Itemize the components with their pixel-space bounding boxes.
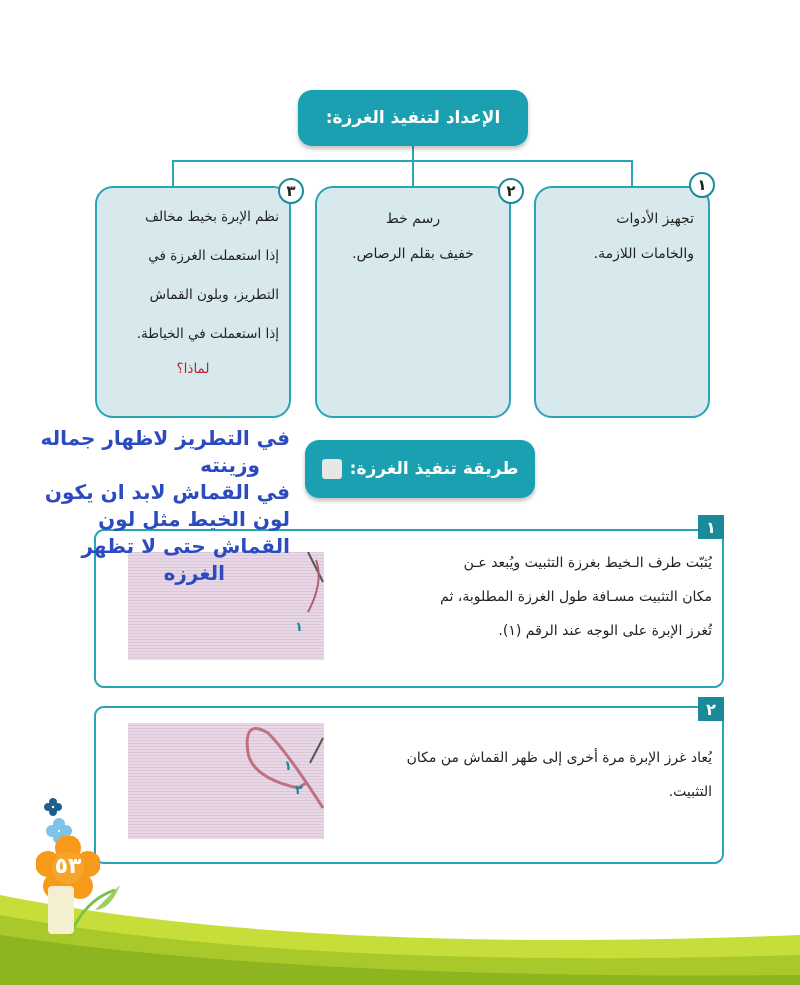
step-1-line-3: تُغرز الإبرة على الوجه عند الرقم (١). <box>498 623 712 639</box>
prep-card-1-line-1: تجهيز الأدوات <box>616 211 694 227</box>
step-1-line-2: مكان التثبيت مسـافة طول الغرزة المطلوبة، ثم <box>440 589 712 605</box>
step-2-image-label-1: ١ <box>284 759 292 774</box>
prep-title <box>298 90 528 146</box>
step-2-line-1: يُعاد غرز الإبرة مرة أخرى إلى ظهر القماش من مكان <box>406 750 712 766</box>
prep-card-3 <box>95 186 291 418</box>
step-1-line-1: يُثبّت طرف الـخيط بغرزة التثبيت ويُبعد عـن <box>463 555 712 571</box>
handwritten-answer <box>28 425 290 587</box>
prep-card-1-line-2: والخامات اللازمة. <box>593 246 694 262</box>
cup-decoration <box>48 886 74 934</box>
checkbox-icon <box>322 459 342 479</box>
answer-line-6: الغرزه <box>163 561 225 585</box>
prep-card-3-line-2: إذا استعملت الغرزة في <box>148 248 279 264</box>
step-2-number: ٢ <box>698 697 724 721</box>
method-title <box>305 440 535 498</box>
answer-line-4: لون الخيط مثل لون <box>98 507 290 531</box>
step-1-image-label-1: ١ <box>295 620 303 635</box>
prep-card-3-line-4: إذا استعملت في الخياطة. <box>136 326 279 342</box>
prep-card-2 <box>315 186 511 418</box>
prep-card-2-line-2: خفيف بقلم الرصاص. <box>352 246 474 262</box>
answer-line-5: القماش حتى لا تظهر <box>81 534 290 558</box>
prep-card-3-line-3: التطريز، وبلون القماش <box>149 287 279 303</box>
answer-line-2: وزينته <box>200 453 260 477</box>
connector-horizontal <box>172 160 632 162</box>
prep-card-1 <box>534 186 710 418</box>
small-flower-icon <box>43 797 63 817</box>
prep-card-2-line-1: رسم خط <box>385 211 441 227</box>
connector-vertical-center <box>412 145 414 161</box>
step-1-number: ١ <box>698 515 724 539</box>
connector-vertical-middle <box>412 160 414 188</box>
method-title-text: طريقة تنفيذ الغرزة: <box>349 459 519 479</box>
prep-card-3-line-1: نظم الإبرة بخيط مخالف <box>145 209 279 225</box>
page-number: ٥٣ <box>54 854 82 879</box>
prep-card-3-question: لماذا؟ <box>176 361 210 377</box>
connector-vertical-right <box>631 160 633 188</box>
connector-vertical-left <box>172 160 174 188</box>
prep-card-3-number: ٣ <box>278 178 304 204</box>
prep-card-2-number: ٢ <box>498 178 524 204</box>
answer-line-1: في التطريز لاظهار جماله <box>40 426 290 450</box>
answer-line-3: في القماش لابد ان يكون <box>44 480 290 504</box>
step-1-text <box>340 546 712 648</box>
step-2-text <box>330 741 712 809</box>
prep-card-1-number: ١ <box>689 172 715 198</box>
step-2-fabric-image <box>128 723 324 839</box>
step-2-image-label-2: ٢ <box>295 783 303 798</box>
prep-title-text: الإعداد لتنفيذ الغرزة: <box>325 108 501 128</box>
step-2-line-2: التثبيت. <box>668 784 712 800</box>
